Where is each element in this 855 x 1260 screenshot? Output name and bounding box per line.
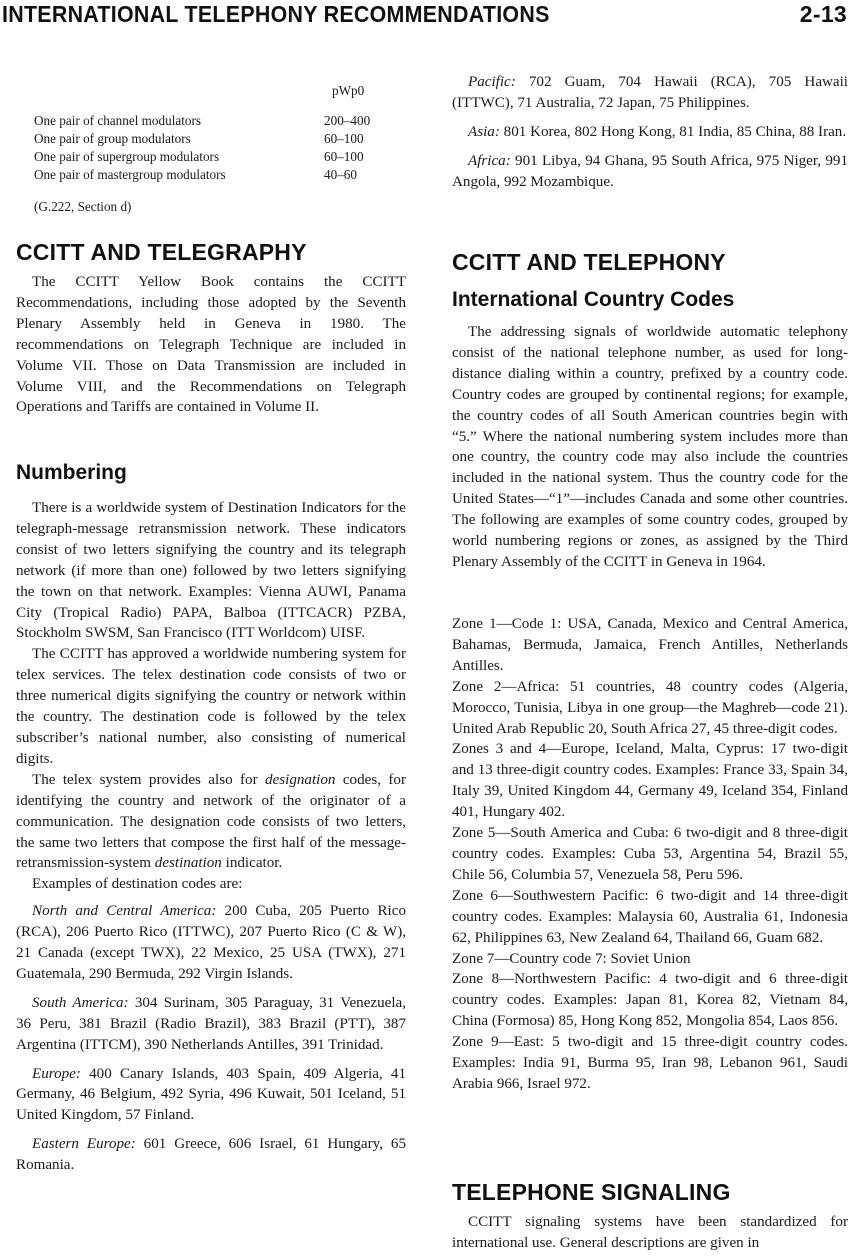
row-label: One pair of channel modulators <box>34 113 201 128</box>
region-north-central-america <box>16 901 406 985</box>
modulator-power-table <box>34 82 404 216</box>
telephony-intro: The addressing signals of worldwide automatic telephony consist of the national telephone number, as used for long-distance dialing within a country, prefixed by a country code. Country codes are grouped by continental regions; for example, the country codes of all South American countries begin with “5.” Where the national numbering system includes more than one country, the country code may also include the countries included in the national system. Thus the country code for the United States—“1”—includes Canada and some other countries. The following are examples of some country codes, grouped by world numbering regions or zones, as assigned by the Third Plenary Assembly of the CCITT in Geneva in 1964. <box>452 324 848 570</box>
row-value: 60–100 <box>324 131 364 146</box>
p3-emphasis-designation: designation <box>265 771 336 788</box>
p3-emphasis-destination: destination <box>154 855 222 872</box>
region-africa <box>452 151 848 193</box>
row-label: One pair of supergroup modulators <box>34 149 220 164</box>
region-codes: 702 Guam, 704 Hawaii (RCA), 705 Hawaii (ITTWC), 71 Australia, 72 Japan, 75 Philippines. <box>452 74 848 111</box>
signaling-intro: CCITT signaling systems have been standardized for international use. General descriptions are given in <box>452 1214 848 1251</box>
p3-text-a: The telex system provides also for <box>32 771 266 788</box>
telegraphy-intro: The CCITT Yellow Book contains the CCITT Recommendations, including those adopted by the Seventh Plenary Assembly held in Geneva in 1980. The recommendations on Telegraph Technique are included in Volume VII. Those on Data Transmission are included in Volume VIII, and the Recommendations on Telegraph Operations and Tariffs are contained in Volume II. <box>16 274 406 416</box>
region-name: Asia: <box>468 123 500 140</box>
subsection-heading-numbering: Numbering <box>16 461 127 484</box>
row-label: One pair of group modulators <box>34 131 191 146</box>
region-name: Africa: <box>468 152 511 169</box>
region-name: North and Central America: <box>32 903 217 920</box>
zone-item: Zone 7—Country code 7: Soviet Union <box>452 950 691 967</box>
page-header <box>0 0 855 30</box>
regions-continued <box>452 72 848 193</box>
numbering-paragraph-3 <box>16 770 406 875</box>
examples-intro: Examples of destination codes are: <box>32 876 243 893</box>
page-number: 2-13 <box>799 1 847 27</box>
zone-item: Zone 9—East: 5 two-digit and 15 three-digit country codes. Examples: India 91, Burma 95, Iran 98, Lebanon 961, Saudi Arabia 966, Israel 972. <box>452 1034 848 1092</box>
section-heading-telegraphy: CCITT AND TELEGRAPHY <box>16 239 307 265</box>
unit-header: pWp0 <box>332 83 365 98</box>
zone-item: Zone 1—Code 1: USA, Canada, Mexico and Central America, Bahamas, Bermuda, Jamaica, French Antilles, Netherlands Antilles. <box>452 616 848 674</box>
table-reference: (G.222, Section d) <box>34 199 132 214</box>
zone-item: Zones 3 and 4—Europe, Iceland, Malta, Cyprus: 17 two-digit and 13 three-digit country codes. Examples: France 33, Spain 34, Italy 39, United Kingdom 44, Germany 49, Iceland 354, Finland 401, Hungary 402. <box>452 741 848 821</box>
zone-list <box>452 614 848 1095</box>
region-europe <box>16 1064 406 1127</box>
table-header-row <box>34 82 404 100</box>
row-value: 40–60 <box>324 167 357 182</box>
region-south-america <box>16 993 406 1056</box>
region-name: Europe: <box>32 1065 81 1082</box>
zone-item: Zone 2—Africa: 51 countries, 48 country codes (Algeria, Morocco, Tunisia, Libya in one group—the Maghreb—code 21). United Arab Republic 20, South Africa 27, 45 three-digit codes. <box>452 678 848 737</box>
table-row <box>34 112 404 130</box>
numbering-paragraph-1: There is a worldwide system of Destination Indicators for the telegraph-message retransmission network. These indicators consist of two letters signifying the country and its telegraph network (if more than one) followed by two letters signifying the town on that network. Examples: Vienna AUWI, Panama City (Tropical Radio) PAPA, Balboa (ITTCACR) PZBA, Stockholm SWSM, San Francisco (ITT Worldcom) UISF. <box>16 500 406 642</box>
numbering-body <box>16 498 406 1176</box>
region-eastern-europe <box>16 1134 406 1176</box>
region-name: Eastern Europe: <box>32 1136 136 1153</box>
region-codes: 400 Canary Islands, 403 Spain, 409 Algeria, 41 Germany, 46 Belgium, 492 Syria, 496 Kuwait, 501 Iceland, 51 United Kingdom, 57 Finland. <box>16 1065 406 1124</box>
zone-item: Zone 6—Southwestern Pacific: 6 two-digit and 14 three-digit country codes. Examples: Malaysia 60, Australia 61, Indonesia 62, Philippines 63, New Zealand 64, Thailand 66, Guam 682. <box>452 887 848 946</box>
subsection-heading-country-codes: International Country Codes <box>452 288 735 311</box>
region-name: South America: <box>32 994 129 1011</box>
zone-item: Zone 5—South America and Cuba: 6 two-digit and 8 three-digit country codes. Examples: Cuba 53, Argentina 54, Brazil 55, Chile 56, Columbia 57, Venezuela 58, Peru 596. <box>452 825 848 883</box>
table-row <box>34 130 404 148</box>
telephony-body <box>452 322 848 573</box>
running-title: INTERNATIONAL TELEPHONY RECOMMENDATIONS <box>2 1 550 27</box>
telegraphy-body <box>16 272 406 418</box>
table-row <box>34 166 404 184</box>
region-codes: 801 Korea, 802 Hong Kong, 81 India, 85 China, 88 Iran. <box>499 123 847 140</box>
region-codes: 304 Surinam, 305 Paraguay, 31 Venezuela, 36 Peru, 381 Brazil (Radio Brazil), 383 Brazil (PTT), 387 Argentina (ITTCM), 390 Netherlands Antilles, 391 Trinidad. <box>16 994 407 1053</box>
p3-text-b: codes, for identifying the country and network of the originator of a communication. The designation code consists of two letters, the same two letters that compose the first half of the message-retransmission-system <box>16 771 406 872</box>
region-codes: 601 Greece, 606 Israel, 61 Hungary, 65 Romania. <box>16 1136 406 1174</box>
section-heading-signaling: TELEPHONE SIGNALING <box>452 1179 731 1205</box>
region-pacific <box>452 72 848 114</box>
region-name: Pacific: <box>468 74 516 90</box>
region-codes: 901 Libya, 94 Ghana, 95 South Africa, 975 Niger, 991 Angola, 992 Mozambique. <box>452 152 848 190</box>
section-heading-telephony: CCITT AND TELEPHONY <box>452 249 726 275</box>
zone-item: Zone 8—Northwestern Pacific: 4 two-digit and 6 three-digit country codes. Examples: Japan 81, Korea 82, Vietnam 84, China (Formosa) 85, Hong Kong 852, Mongolia 854, Laos 856. <box>452 971 848 1030</box>
row-label: One pair of mastergroup modulators <box>34 167 226 182</box>
region-codes: 200 Cuba, 205 Puerto Rico (RCA), 206 Puerto Rico (ITTWC), 207 Puerto Rico (C & W), 21 Canada (except TWX), 22 Mexico, 25 USA (TWX), 271 Guatemala, 290 Bermuda, 292 Virgin Islands. <box>16 903 406 982</box>
p3-text-c: indicator. <box>221 855 283 872</box>
row-value: 200–400 <box>324 113 371 128</box>
signaling-body <box>452 1212 848 1254</box>
numbering-paragraph-2: The CCITT has approved a worldwide numbering system for telex services. The telex destination code consists of two or three numerical digits signifying the country or network within the country. The destination code is followed by the telex subscriber’s national number, also consisting of numerical digits. <box>16 646 406 767</box>
table-row <box>34 148 404 166</box>
row-value: 60–100 <box>324 149 364 164</box>
region-asia <box>452 122 848 143</box>
